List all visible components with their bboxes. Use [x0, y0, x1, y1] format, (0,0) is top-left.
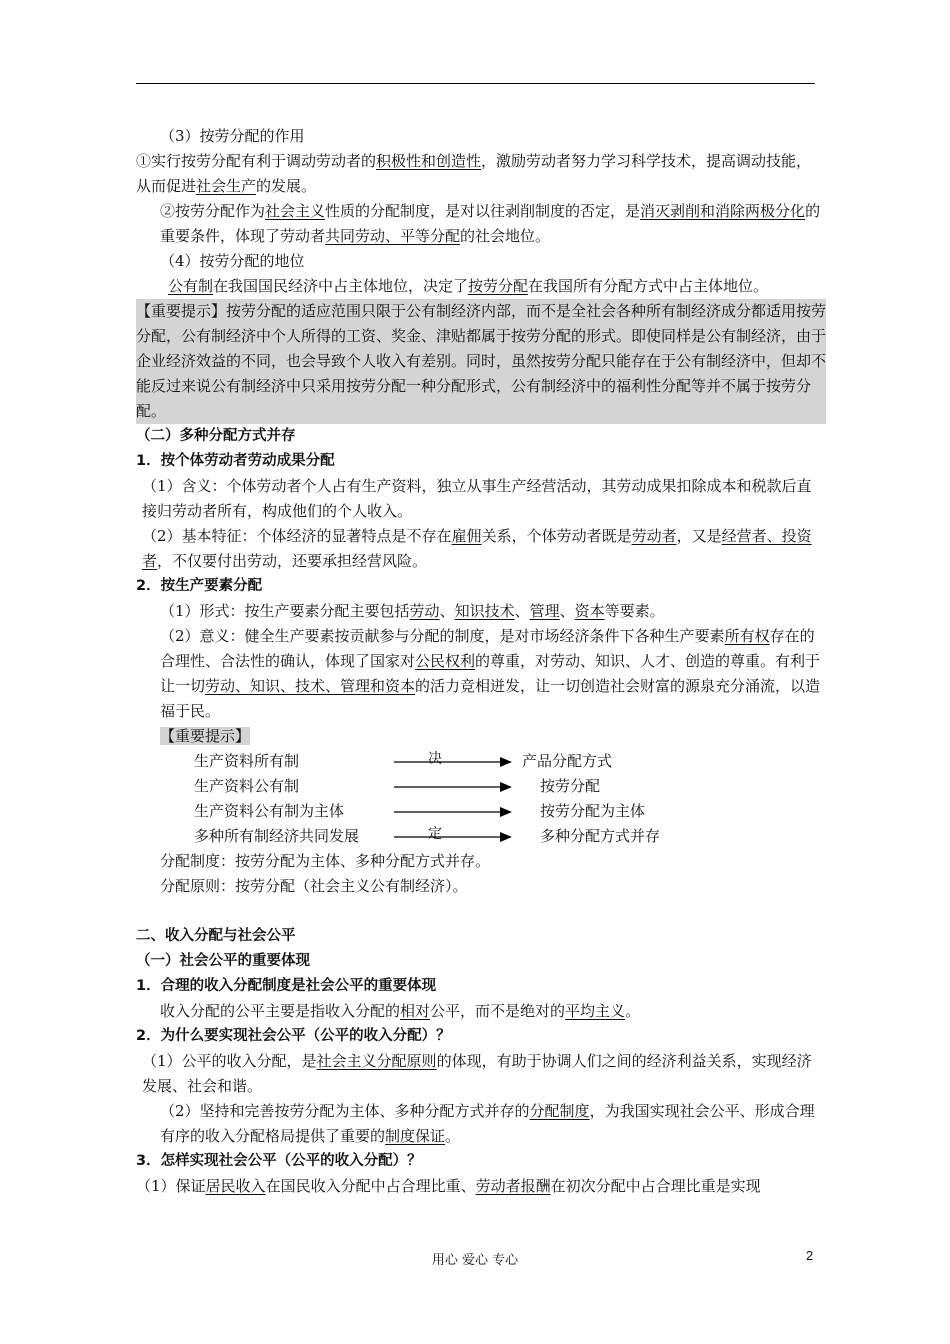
chapter-heading: 二、收入分配与社会公平	[136, 928, 296, 944]
paragraph: ②按劳分配作为社会主义性质的分配制度，是对以往剥削制度的否定，是消灭剥削和消除两极分化的重要条件，体现了劳动者共同劳动、平等分配的社会地位。	[160, 202, 821, 245]
page-content	[136, 124, 826, 1199]
paragraph: 分配原则：按劳分配（社会主义公有制经济）。	[160, 877, 468, 895]
section-heading: （一）社会公平的重要体现	[136, 953, 310, 969]
heading-status: （4）按劳分配的地位	[160, 252, 305, 270]
subsection-heading: 3．怎样实现社会公平（公平的收入分配）？	[136, 1153, 422, 1169]
paragraph: 收入分配的公平主要是指收入分配的相对公平，而不是绝对的平均主义。	[160, 1002, 641, 1020]
header-rule	[136, 83, 815, 84]
page-footer: 用心 爱心 专心	[431, 1253, 519, 1268]
paragraph: 公有制在我国国民经济中占主体地位，决定了按劳分配在我国所有分配方式中占主体地位。	[168, 277, 769, 295]
important-tip-label: 【重要提示】	[160, 727, 251, 745]
paragraph: ①实行按劳分配有利于调动劳动者的积极性和创造性，激励劳动者努力学习科学技术，提高调动技能，从而促进社会生产的发展。	[136, 152, 812, 195]
arrow-icon	[394, 805, 514, 819]
heading-role: （3）按劳分配的作用	[160, 127, 305, 145]
important-tip-block: 【重要提示】按劳分配的适应范围只限于公有制经济内部，而不是全社会各种所有制经济成分都适用按劳分配，公有制经济中个人所得的工资、奖金、津贴都属于按劳分配的形式。即使同样是公有制经济，由于企业经济效益的不同，也会导致个人收入有差别。同时，虽然按劳分配只能存在于公有制经济中，但却不能反过来说公有制经济中只采用按劳分配一种分配形式，公有制经济中的福利性分配等并不属于按劳分配。	[136, 299, 826, 424]
section-heading: （二）多种分配方式并存	[136, 428, 296, 444]
subsection-heading: 1．合理的收入分配制度是社会公平的重要体现	[136, 978, 437, 994]
subsection-heading: 2．为什么要实现社会公平（公平的收入分配）？	[136, 1028, 451, 1044]
paragraph: （1）含义：个体劳动者个人占有生产资料，独立从事生产经营活动，其劳动成果扣除成本和税款后直接归劳动者所有，构成他们的个人收入。	[142, 477, 812, 520]
paragraph: （2）基本特征：个体经济的显著特点是不存在雇佣关系，个体劳动者既是劳动者，又是经营者、投资者，不仅要付出劳动，还要承担经营风险。	[142, 527, 812, 570]
paragraph: （1）保证居民收入在国民收入分配中占合理比重、劳动者报酬在初次分配中占合理比重是实现	[136, 1177, 761, 1195]
diagram-row: 生产资料所有制 决 产品分配方式	[194, 751, 613, 770]
paragraph: （1）公平的收入分配，是社会主义分配原则的体现，有助于协调人们之间的经济利益关系，实现经济发展、社会和谐。	[142, 1052, 812, 1095]
diagram-row: 生产资料公有制为主体 按劳分配为主体	[194, 802, 646, 820]
arrow-icon	[394, 780, 514, 794]
diagram-row: 生产资料公有制 按劳分配	[194, 777, 601, 795]
subsection-heading: 2．按生产要素分配	[136, 578, 263, 594]
ownership-diagram	[136, 749, 826, 849]
arrow-icon	[394, 755, 514, 769]
page-number: 2	[806, 1248, 814, 1263]
paragraph: 分配制度：按劳分配为主体、多种分配方式并存。	[160, 852, 491, 870]
arrow-icon	[394, 830, 514, 844]
diagram-row: 多种所有制经济共同发展 定 多种分配方式并存	[194, 826, 661, 845]
subsection-heading: 1．按个体劳动者劳动成果分配	[136, 453, 335, 469]
paragraph: （1）形式：按生产要素分配主要包括劳动、知识技术、管理、资本等要素。	[160, 602, 665, 620]
paragraph: （2）意义：健全生产要素按贡献参与分配的制度，是对市场经济条件下各种生产要素所有权存在的合理性、合法性的确认，体现了国家对公民权利的尊重，对劳动、知识、人才、创造的尊重。有利于让一切劳动、知识、技术、管理和资本的活力竞相迸发，让一切创造社会财富的源泉充分涌流，以造福于民。	[160, 627, 821, 720]
paragraph: （2）坚持和完善按劳分配为主体、多种分配方式并存的分配制度，为我国实现社会公平、形成合理有序的收入分配格局提供了重要的制度保证。	[160, 1102, 815, 1145]
